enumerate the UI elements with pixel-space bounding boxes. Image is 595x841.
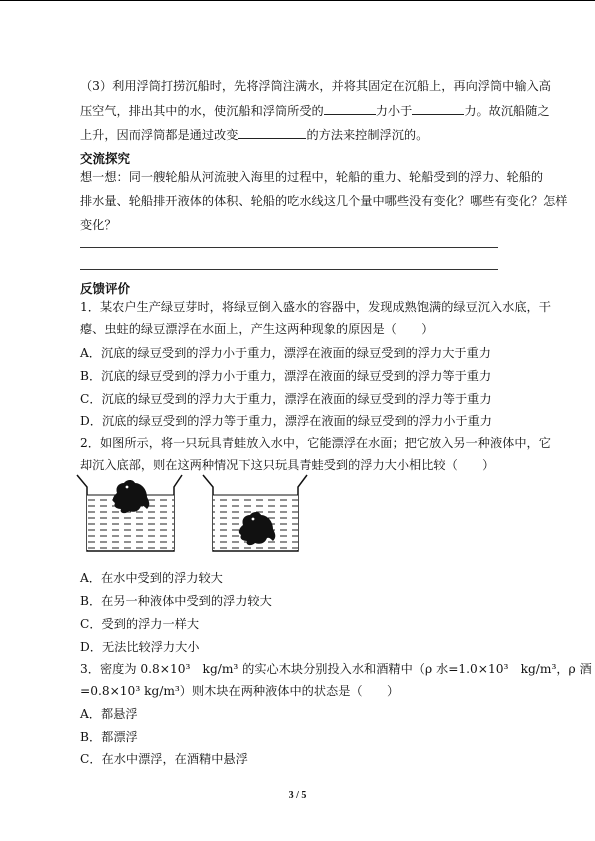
q2-line-1: 2．如图所示，将一只玩具青蛙放入水中，它能漂浮在水面；把它放入另一种液体中，它 (80, 436, 551, 450)
q2-option-a[interactable]: A．在水中受到的浮力较大 (80, 571, 223, 585)
p3-line-3b: 的方法来控制浮沉的。 (306, 128, 429, 142)
fill-blank-1[interactable] (324, 103, 376, 115)
page-number: 3 / 5 (288, 790, 307, 801)
q1-option-c[interactable]: C．沉底的绿豆受到的浮力大于重力，漂浮在液面的绿豆受到的浮力等于重力 (80, 392, 492, 406)
q3-option-c[interactable]: C．在水中漂浮，在酒精中悬浮 (80, 752, 248, 766)
q1-line-1: 1．某农户生产绿豆芽时，将绿豆倒入盛水的容器中，发现成熟饱满的绿豆沉入水底，干 (80, 300, 551, 314)
p3-line-3 (80, 127, 428, 142)
q3-line-2: =0.8×10³ kg/m³）则木块在两种液体中的状态是（ ） (80, 684, 400, 698)
p3-line-1: （3）利用浮筒打捞沉船时，先将浮筒注满水，并将其固定在沉船上，再向浮筒中输入高 (80, 79, 551, 93)
q2-option-c[interactable]: C．受到的浮力一样大 (80, 617, 200, 631)
p3-line-3a: 上升，因而浮筒都是通过改变 (80, 128, 239, 142)
q2-option-d[interactable]: D．无法比较浮力大小 (80, 640, 200, 654)
q1-option-b[interactable]: B．沉底的绿豆受到的浮力小于重力，漂浮在液面的绿豆受到的浮力等于重力 (80, 369, 492, 383)
q2-line-2: 却沉入底部，则在这两种情况下这只玩具青蛙受到的浮力大小相比较（ ） (80, 458, 495, 472)
answer-line-2[interactable] (80, 269, 498, 270)
section-heading-exchange: 交流探究 (80, 151, 131, 166)
fill-blank-2[interactable] (412, 103, 464, 115)
p3-line-2 (80, 103, 550, 118)
exchange-line-1: 想一想：同一艘轮船从河流驶入海里的过程中，轮船的重力、轮船受到的浮力、轮船的 (80, 170, 544, 184)
answer-line-1[interactable] (80, 247, 498, 248)
q1-line-2: 瘪、虫蛀的绿豆漂浮在水面上，产生这两种现象的原因是（ ） (80, 322, 434, 336)
q1-option-d[interactable]: D．沉底的绿豆受到的浮力等于重力，漂浮在液面的绿豆受到的浮力小于重力 (80, 414, 492, 428)
p3-line-2b: 力小于 (375, 104, 413, 118)
fill-blank-3[interactable] (238, 127, 306, 139)
q2-option-b[interactable]: B．在另一种液体中受到的浮力较大 (80, 594, 272, 608)
frog-containers-figure (75, 473, 315, 555)
p3-line-2c: 力。故沉船随之 (464, 104, 550, 118)
header-rule (0, 0, 595, 1)
p3-line-2a: 压空气，排出其中的水，使沉船和浮筒所受的 (80, 104, 324, 118)
q3-line-1: 3．密度为 0.8×10³ kg/m³ 的实心木块分别投入水和酒精中（ρ 水=1.0×10³ kg/m³，ρ 酒 (80, 662, 592, 676)
exchange-line-2: 排水量、轮船排开液体的体积、轮船的吃水线这几个量中哪些没有变化？哪些有变化？怎样 (80, 194, 568, 208)
q3-option-a[interactable]: A．都悬浮 (80, 707, 138, 721)
q3-option-b[interactable]: B．都漂浮 (80, 730, 138, 744)
section-heading-feedback: 反馈评价 (80, 281, 131, 296)
q1-option-a[interactable]: A．沉底的绿豆受到的浮力小于重力，漂浮在液面的绿豆受到的浮力大于重力 (80, 346, 491, 360)
exchange-line-3: 变化？ (80, 218, 117, 232)
